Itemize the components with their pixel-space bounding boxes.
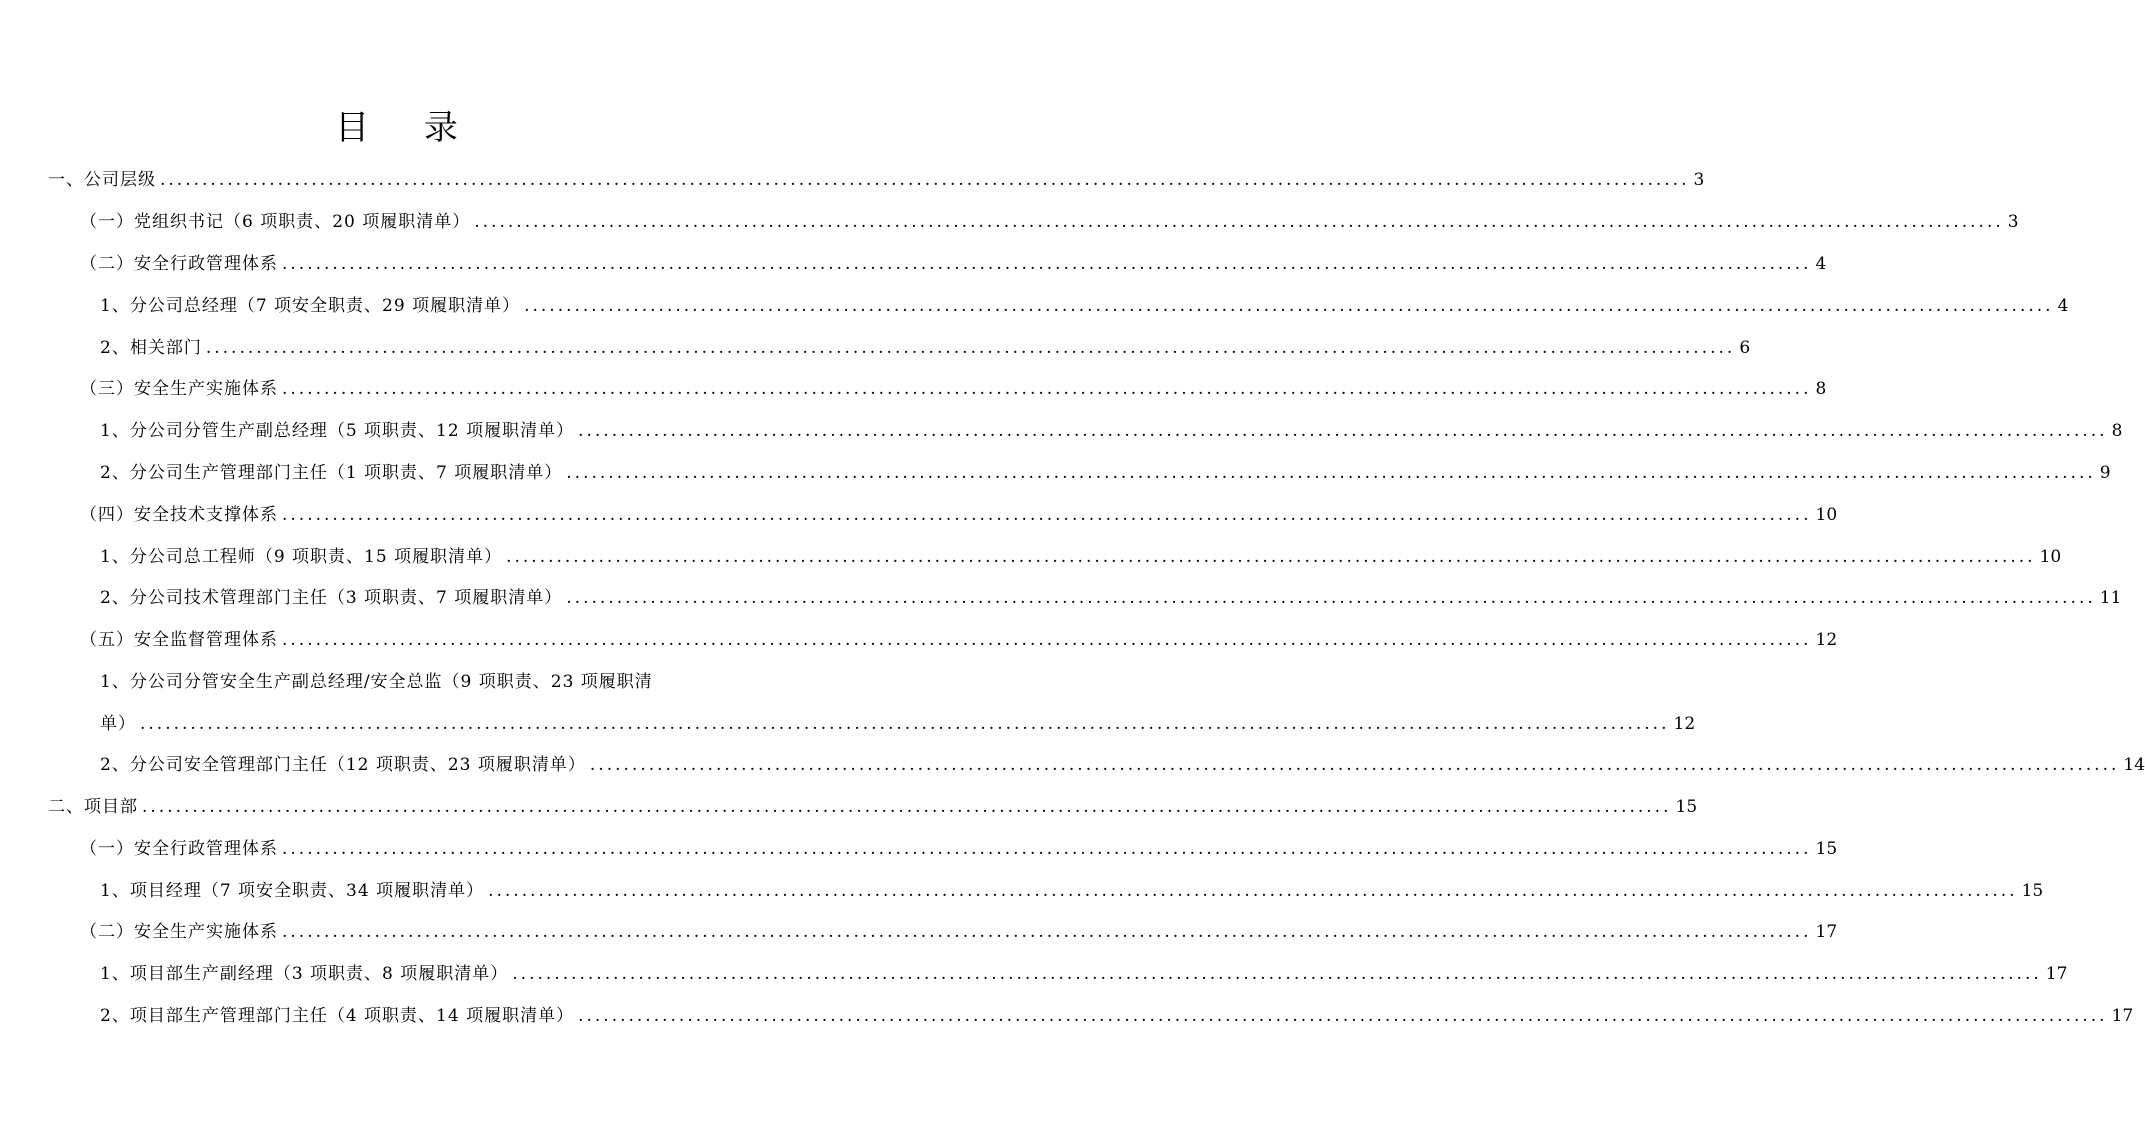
toc-entry[interactable] [80, 837, 1838, 861]
toc-entry[interactable] [100, 545, 2062, 569]
page-title: 目 录 [335, 108, 480, 148]
toc-leader-dots: ...................................................................................................................................................................................... [142, 797, 1672, 817]
toc-leader-dots: ...................................................................................................................................................................................... [282, 505, 1812, 525]
toc-page-number: 17 [1815, 922, 1838, 942]
toc-entry-label: 1、分公司总工程师（9 项职责、15 项履职清单） [100, 547, 503, 567]
toc-entry-label: 一、公司层级 [48, 170, 156, 190]
toc-leader-dots: ...................................................................................................................................................................................... [282, 839, 1812, 859]
toc-leader-dots: ...................................................................................................................................................................................... [282, 630, 1812, 650]
toc-entry[interactable] [80, 503, 1838, 527]
toc-leader-dots: ...................................................................................................................................................................................... [282, 254, 1812, 274]
toc-entry-label: 2、相关部门 [100, 338, 202, 358]
toc-entry-label: 单） [100, 714, 136, 734]
toc-entry[interactable] [100, 586, 2122, 610]
toc-page-number: 12 [1673, 714, 1696, 734]
toc-entry-label: （一）安全行政管理体系 [80, 839, 278, 859]
toc-entry[interactable] [100, 879, 2044, 903]
toc-entry-label: （五）安全监督管理体系 [80, 630, 278, 650]
toc-leader-dots: ...................................................................................................................................................................................... [506, 547, 2036, 567]
toc-leader-dots: ...................................................................................................................................................................................... [578, 421, 2108, 441]
toc-page-number: 12 [1815, 630, 1838, 650]
toc-entry-label: （一）党组织书记（6 项职责、20 项履职清单） [80, 212, 471, 232]
toc-entry-label-line1[interactable]: 1、分公司分管安全生产副总经理/安全总监（9 项职责、23 项履职清 [100, 672, 653, 692]
toc-entry-label: 2、分公司安全管理部门主任（12 项职责、23 项履职清单） [100, 755, 586, 775]
toc-page-number: 11 [2099, 588, 2122, 608]
toc-entry-label: 2、分公司技术管理部门主任（3 项职责、7 项履职清单） [100, 588, 563, 608]
toc-leader-dots: ...................................................................................................................................................................................... [488, 881, 2018, 901]
toc-entry-label: 1、项目经理（7 项安全职责、34 项履职清单） [100, 881, 485, 901]
toc-entry-label: 二、项目部 [48, 797, 138, 817]
toc-entry[interactable] [100, 753, 2145, 777]
toc-entry[interactable] [48, 795, 1698, 819]
toc-entry[interactable] [100, 336, 1751, 360]
toc-leader-dots: ...................................................................................................................................................................................... [205, 338, 1736, 358]
toc-leader-dots: ...................................................................................................................................................................................... [566, 588, 2096, 608]
toc-page-number: 8 [1815, 379, 1827, 399]
toc-entry-label: 1、项目部生产副经理（3 项职责、8 项履职清单） [100, 964, 509, 984]
toc-page-number: 6 [1739, 338, 1751, 358]
toc-entry[interactable] [80, 628, 1838, 652]
toc-leader-dots: ...................................................................................................................................................................................... [140, 714, 1670, 734]
toc-entry[interactable] [100, 294, 2069, 318]
toc-leader-dots: ...................................................................................................................................................................................... [282, 379, 1812, 399]
toc-entry-label: 2、项目部生产管理部门主任（4 项职责、14 项履职清单） [100, 1006, 575, 1026]
toc-entry-label: （二）安全行政管理体系 [80, 254, 278, 274]
toc-page-number: 15 [1675, 797, 1698, 817]
toc-leader-dots: ...................................................................................................................................................................................... [566, 463, 2096, 483]
toc-leader-dots: ...................................................................................................................................................................................... [578, 1006, 2108, 1026]
toc-leader-dots: ...................................................................................................................................................................................... [160, 170, 1690, 190]
toc-page-number: 3 [2007, 212, 2019, 232]
toc-page-number: 17 [2045, 964, 2068, 984]
toc-entry[interactable] [80, 377, 1827, 401]
toc-entry-label: （三）安全生产实施体系 [80, 379, 278, 399]
toc-entry-label: （四）安全技术支撑体系 [80, 505, 278, 525]
toc-page-number: 3 [1693, 170, 1705, 190]
toc-entry[interactable] [80, 920, 1838, 944]
toc-entry-label: 2、分公司生产管理部门主任（1 项职责、7 项履职清单） [100, 463, 563, 483]
toc-page-number: 8 [2111, 421, 2123, 441]
toc-page-number: 15 [1815, 839, 1838, 859]
toc-page-number: 4 [2057, 296, 2069, 316]
toc-page-number: 14 [2123, 755, 2145, 775]
toc-leader-dots: ...................................................................................................................................................................................... [474, 212, 2004, 232]
toc-leader-dots: ...................................................................................................................................................................................... [524, 296, 2054, 316]
toc-entry[interactable] [100, 712, 1696, 736]
toc-entry[interactable] [100, 461, 2111, 485]
toc-entry[interactable] [100, 419, 2123, 443]
toc-page-number: 9 [2099, 463, 2111, 483]
toc-entry[interactable] [80, 210, 2019, 234]
toc-entry-label: 1、分公司总经理（7 项安全职责、29 项履职清单） [100, 296, 521, 316]
toc-page-number: 17 [2111, 1006, 2134, 1026]
toc-entry-label: （二）安全生产实施体系 [80, 922, 278, 942]
toc-entry[interactable] [100, 962, 2068, 986]
toc-page-number: 4 [1815, 254, 1827, 274]
toc-entry-label: 1、分公司分管生产副总经理（5 项职责、12 项履职清单） [100, 421, 575, 441]
toc-leader-dots: ...................................................................................................................................................................................... [512, 964, 2042, 984]
toc-entry[interactable] [80, 252, 1827, 276]
toc-page-number: 15 [2021, 881, 2044, 901]
toc-page-number: 10 [1815, 505, 1838, 525]
toc-leader-dots: ...................................................................................................................................................................................... [282, 922, 1812, 942]
toc-page-number: 10 [2039, 547, 2062, 567]
toc-leader-dots: ...................................................................................................................................................................................... [589, 755, 2120, 775]
toc-entry[interactable] [100, 1004, 2134, 1028]
toc-entry[interactable] [48, 168, 1705, 192]
